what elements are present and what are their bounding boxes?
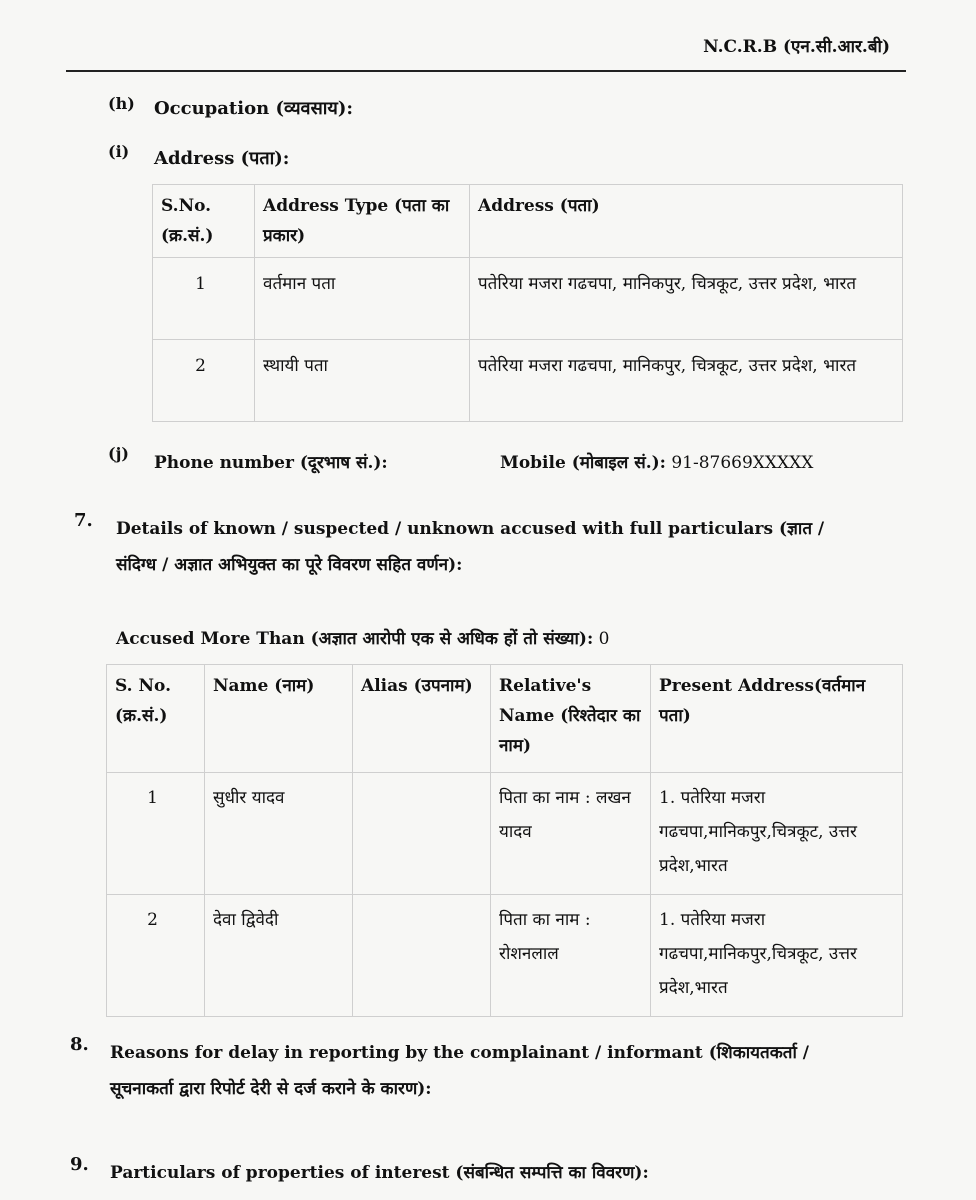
accused-alias <box>353 895 491 1017</box>
address-value: पतेरिया मजरा गढचपा, मानिकपुर, चित्रकूट, उत्तर प्रदेश, भारत <box>470 340 903 422</box>
address-sno: 1 <box>153 258 255 340</box>
header-sno: S. No. (क्र.सं.) <box>107 665 205 773</box>
section-9-number: 9. <box>70 1154 89 1175</box>
header-alias: Alias (उपनाम) <box>353 665 491 773</box>
ncrb-header: N.C.R.B (एन.सी.आर.बी) <box>703 37 890 57</box>
section-7-title-line2: संदिग्ध / अज्ञात अभियुक्त का पूरे विवरण सहित वर्णन): <box>116 555 463 575</box>
section-8-title-line2: सूचनाकर्ता द्वारा रिपोर्ट देरी से दर्ज कराने के कारण): <box>110 1079 432 1099</box>
table-row <box>153 258 903 340</box>
item-i-label: (i) <box>108 142 130 161</box>
accused-more-line <box>116 626 609 649</box>
table-row <box>153 340 903 422</box>
section-9-title: Particulars of properties of interest (संबन्धित सम्पत्ति का विवरण): <box>110 1163 649 1183</box>
address-table <box>152 184 903 422</box>
section-7-number: 7. <box>74 510 93 531</box>
accused-more-value: 0 <box>598 629 610 649</box>
mobile-line <box>500 450 813 473</box>
section-8-number: 8. <box>70 1034 89 1055</box>
header-sno: S.No. (क्र.सं.) <box>153 185 255 258</box>
accused-address: 1. पतेरिया मजरा गढचपा,मानिकपुर,चित्रकूट, उत्तर प्रदेश,भारत <box>651 895 903 1017</box>
phone-label: Phone number (दूरभाष सं.): <box>154 453 388 473</box>
accused-sno: 1 <box>107 773 205 895</box>
accused-alias <box>353 773 491 895</box>
address-table-header <box>153 185 903 258</box>
accused-more-label: Accused More Than (अज्ञात आरोपी एक से अधिक हों तो संख्या): <box>116 629 594 649</box>
address-value: पतेरिया मजरा गढचपा, मानिकपुर, चित्रकूट, उत्तर प्रदेश, भारत <box>470 258 903 340</box>
header-relative-name: Relative's Name (रिश्तेदार का नाम) <box>491 665 651 773</box>
mobile-label: Mobile (मोबाइल सं.): <box>500 453 666 473</box>
accused-relative: पिता का नाम : रोशनलाल <box>491 895 651 1017</box>
accused-table-header <box>107 665 903 773</box>
item-j-label: (j) <box>108 444 129 463</box>
header-present-address: Present Address(वर्तमान पता) <box>651 665 903 773</box>
address-type: वर्तमान पता <box>255 258 470 340</box>
table-row <box>107 773 903 895</box>
accused-name: देवा द्विवेदी <box>205 895 353 1017</box>
table-row <box>107 895 903 1017</box>
accused-sno: 2 <box>107 895 205 1017</box>
address-heading: Address (पता): <box>154 148 290 169</box>
header-name: Name (नाम) <box>205 665 353 773</box>
accused-relative: पिता का नाम : लखन यादव <box>491 773 651 895</box>
section-8-title-line1: Reasons for delay in reporting by the complainant / informant (शिकायतकर्ता / <box>110 1043 809 1063</box>
header-rule <box>66 70 906 72</box>
header-address-type: Address Type (पता का प्रकार) <box>255 185 470 258</box>
header-address: Address (पता) <box>470 185 903 258</box>
occupation-heading: Occupation (व्यवसाय): <box>154 98 353 119</box>
mobile-value: 91-87669XXXXX <box>671 453 814 473</box>
address-type: स्थायी पता <box>255 340 470 422</box>
section-7-title-line1: Details of known / suspected / unknown accused with full particulars (ज्ञात / <box>116 519 825 539</box>
address-sno: 2 <box>153 340 255 422</box>
accused-address: 1. पतेरिया मजरा गढचपा,मानिकपुर,चित्रकूट, उत्तर प्रदेश,भारत <box>651 773 903 895</box>
accused-name: सुधीर यादव <box>205 773 353 895</box>
item-h-label: (h) <box>108 94 135 113</box>
accused-table <box>106 664 903 1017</box>
